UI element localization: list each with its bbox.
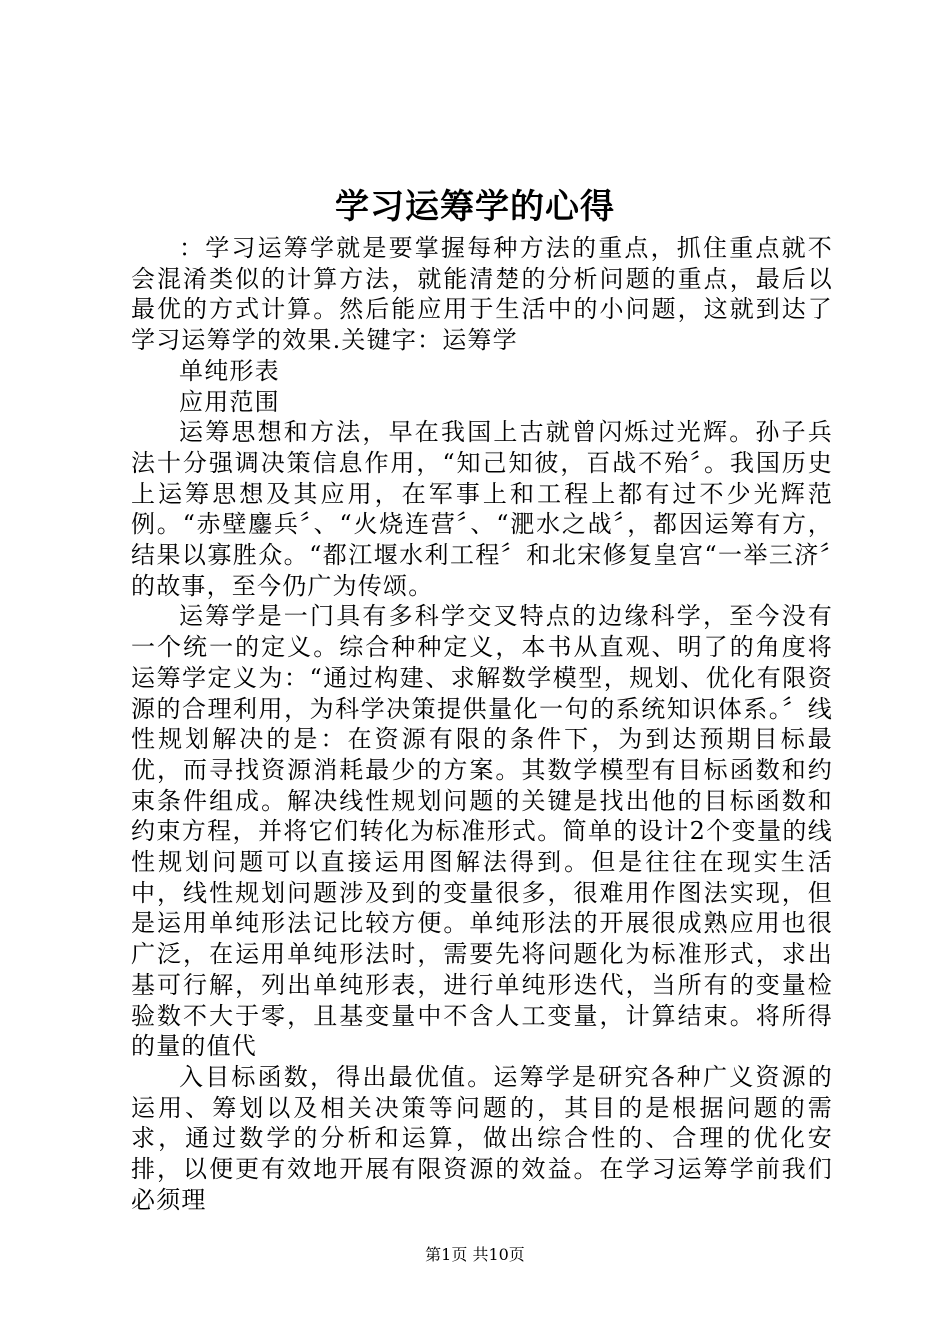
- document-title: 学习运筹学的心得: [335, 187, 615, 227]
- abstract-paragraph: ：学习运筹学就是要掌握每种方法的重点，抓住重点就不会混淆类似的计算方法，就能清楚的分析问题的重点，最后以最优的方式计算。然后能应用于生活中的小问题，这就到达了学习运筹学的效果.关键字：运筹学: [131, 234, 833, 355]
- definition-paragraph: 运筹学是一门具有多科学交叉特点的边缘科学，至今没有一个统一的定义。综合种种定义，本书从直观、明了的角度将运筹学定义为：“通过构建、求解数学模型，规划、优化有限资源的合理利用，为科学决策提供量化一句的系统知识体系。〞线性规划解决的是：在资源有限的条件下，为到达预期目标最优，而寻找资源消耗最少的方案。其数学模型有目标函数和约束条件组成。解决线性规划问题的关键是找出他的目标函数和约束方程，并将它们转化为标准形式。简单的设计2个变量的线性规划问题可以直接运用图解法得到。但是往往在现实生活中，线性规划问题涉及到的变量很多，很难用作图法实现，但是运用单纯形法记比较方便。单纯形法的开展很成熟应用也很广泛，在运用单纯形法时，需要先将问题化为标准形式，求出基可行解，列出单纯形表，进行单纯形迭代，当所有的变量检验数不大于零，且基变量中不含人工变量，计算结束。将所得的量的值代: [131, 602, 833, 1061]
- page-footer: 第1页 共10页: [425, 1245, 525, 1264]
- heading-application-scope: 应用范围: [179, 387, 280, 416]
- history-paragraph: 运筹思想和方法，早在我国上古就曾闪烁过光辉。孙子兵法十分强调决策信息作用，“知己知彼，百战不殆〞。我国历史上运筹思想及其应用，在军事上和工程上都有过不少光辉范例。“赤壁鏖兵〞、“火烧连营〞、“淝水之战〞，都因运筹有方，结果以寡胜众。“都江堰水利工程〞和北宋修复皇宫“一举三济〞的故事，至今仍广为传颂。: [131, 418, 833, 600]
- continuation-paragraph: 入目标函数，得出最优值。运筹学是研究各种广义资源的运用、筹划以及相关决策等问题的，其目的是根据问题的需求，通过数学的分析和运算，做出综合性的、合理的优化安排，以便更有效地开展有限资源的效益。在学习运筹学前我们必须理: [131, 1062, 833, 1214]
- document-body: [131, 233, 833, 1216]
- heading-simplex-table: 单纯形表: [179, 356, 280, 385]
